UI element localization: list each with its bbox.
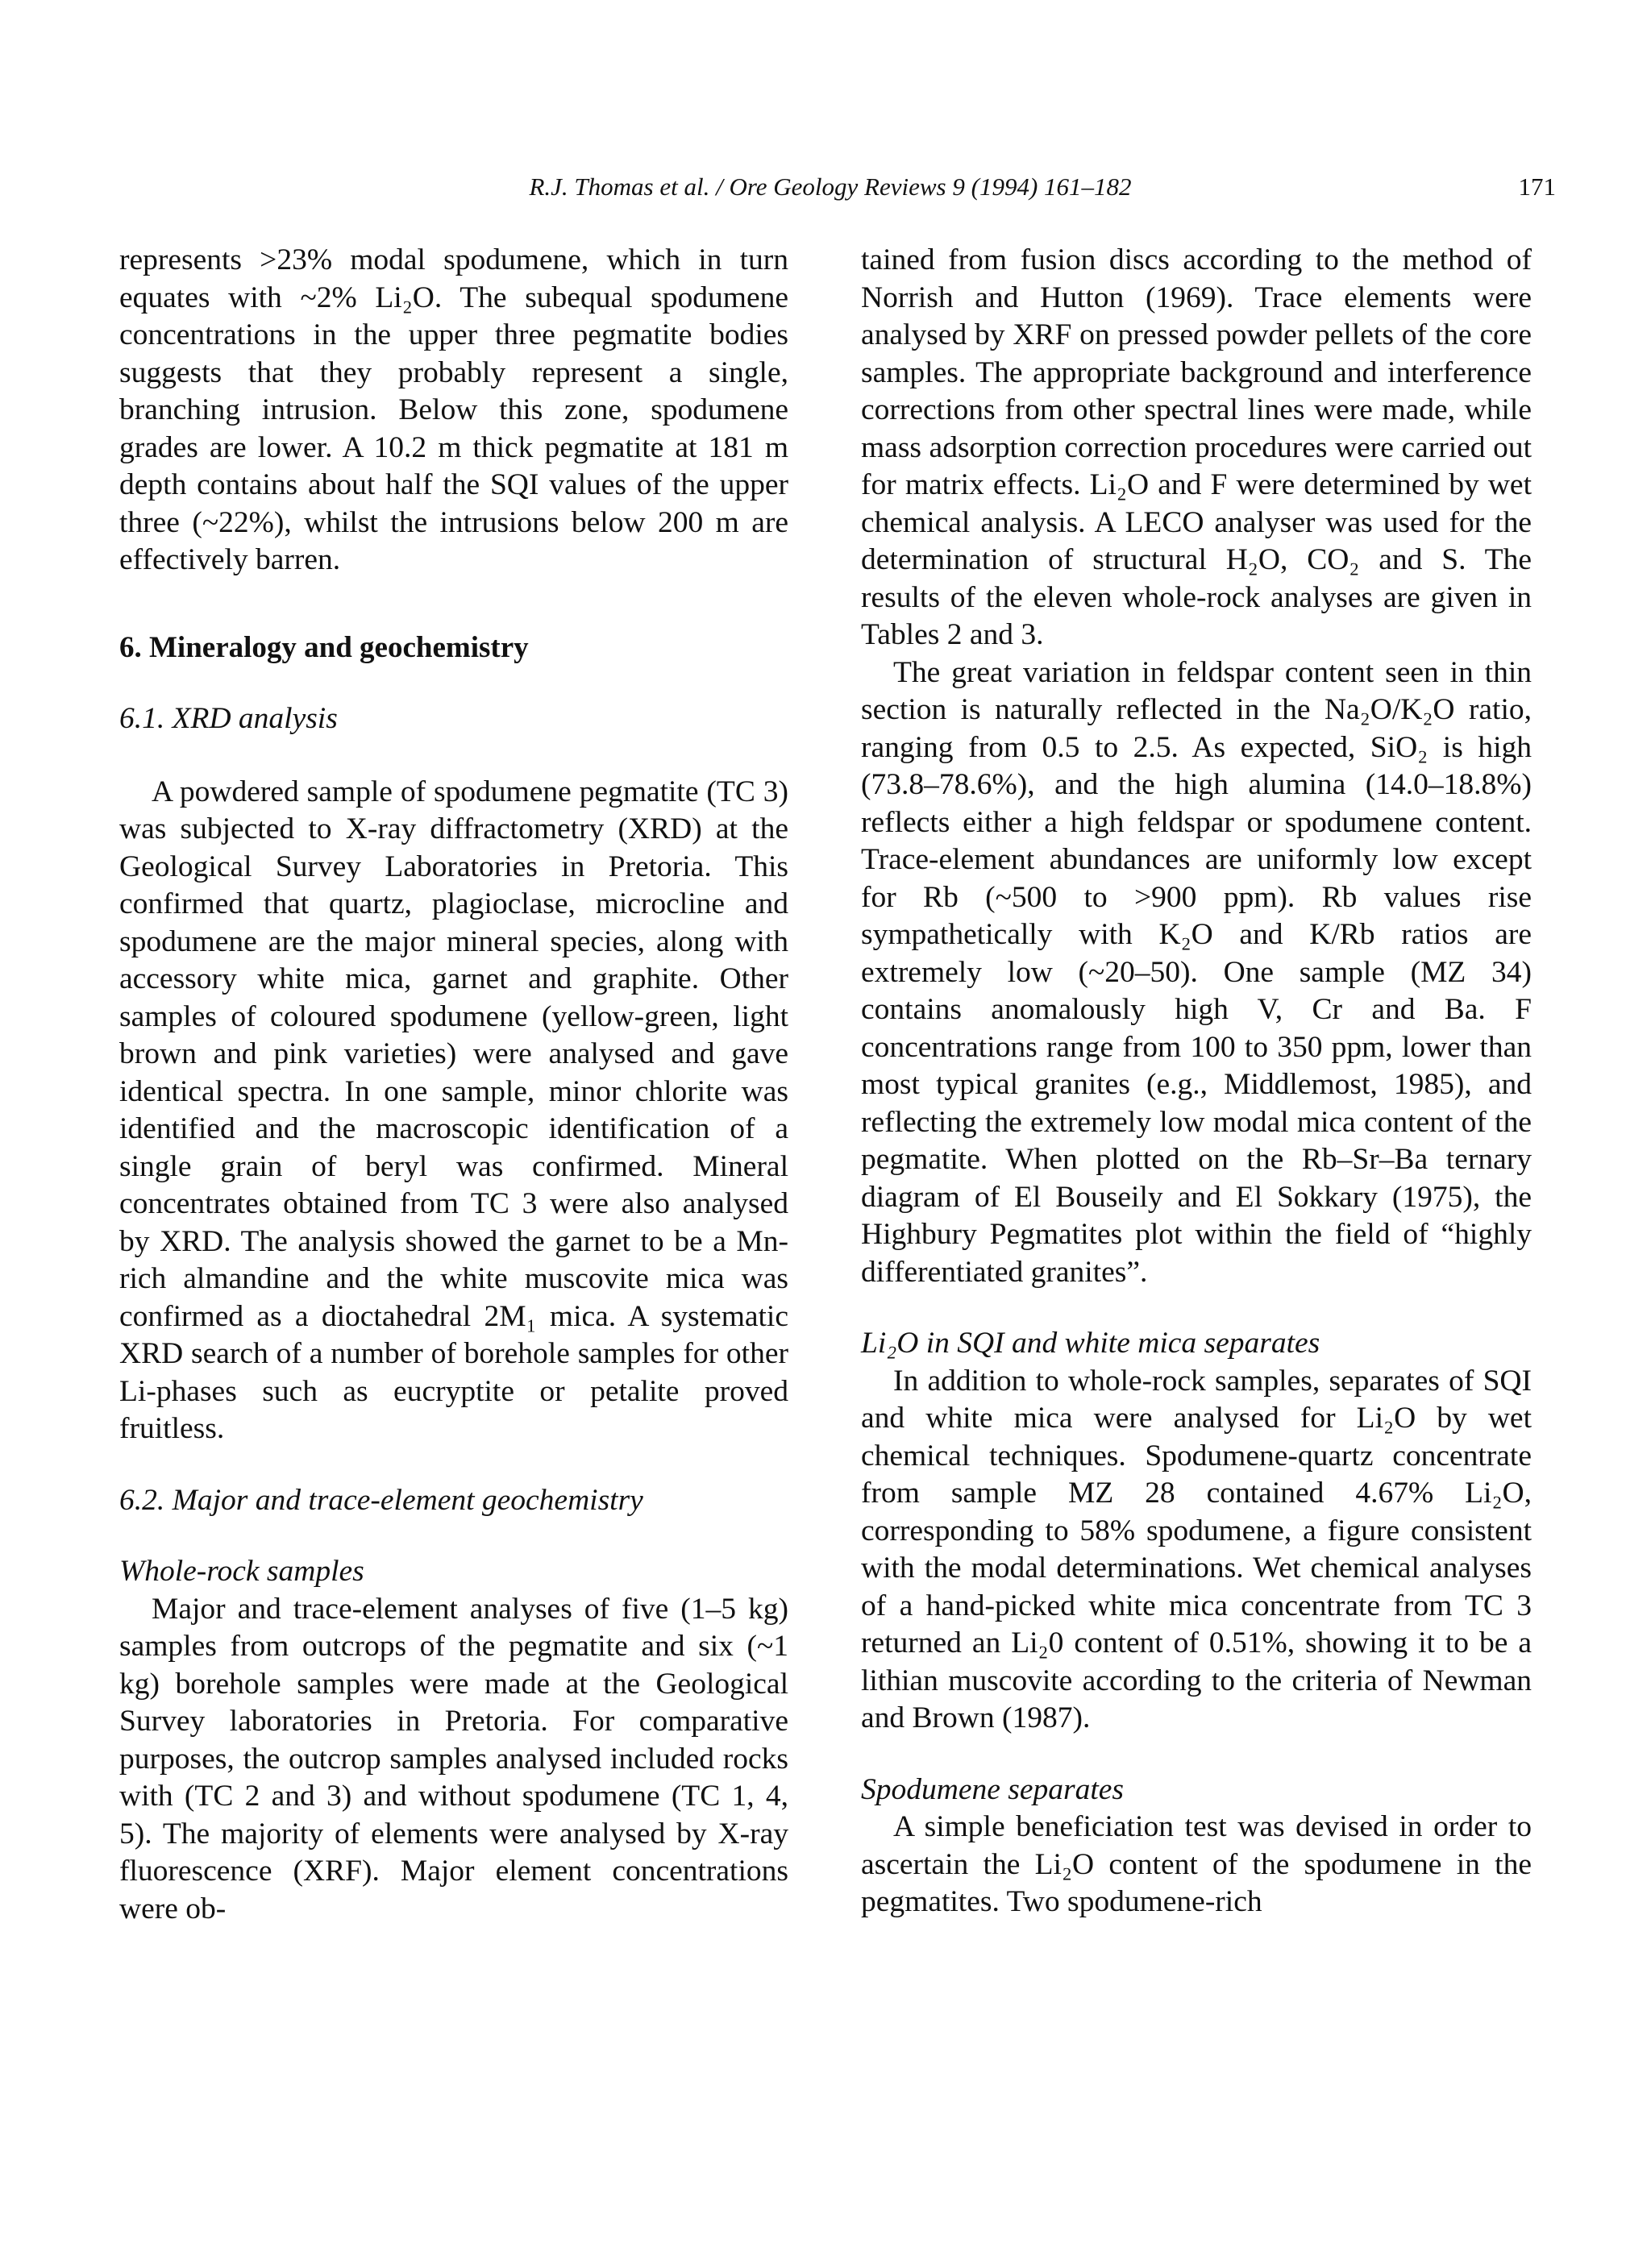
running-head: R.J. Thomas et al. / Ore Geology Reviews 9 (1994) 161–182 xyxy=(529,172,1132,201)
li2o-heading: Li₂O in SQI and white mica separates xyxy=(861,1327,1320,1360)
paragraph-continued-right: tained from fusion discs according to the method of Norrish and Hutton (1969). Trace elements were analysed by XRF on pressed powder pellets of the core samples. The appropriate background and interference corrections from other spectral lines were made, while mass adsorption correction procedures were carried out for matrix effects. Li₂O and F were determined by wet chemical analysis. A LECO analyser was used for the determination of structural H₂O, CO₂ and S. The results of the eleven whole-rock analyses are given in Tables 2 and 3. xyxy=(861,243,1532,651)
page-number: 171 xyxy=(1518,172,1556,201)
paragraph-spodumene-separates: A simple beneficiation test was devised in order to ascertain the Li₂O content of the spodumene in the pegmatites. Two spodumene-rich xyxy=(861,1810,1532,1918)
right-column xyxy=(861,242,1532,1921)
spodumene-separates-heading: Spodumene separates xyxy=(861,1772,1124,1806)
paragraph-li2o-separates: In addition to whole-rock samples, separates of SQI and white mica were analysed for Li₂O by wet chemical techniques. Spodumene-quartz concentrate from sample MZ 28 contained 4.67% Li₂O, corresponding to 58% spodumene, a figure consistent with the modal determinations. Wet chemical analyses of a hand-picked white mica concentrate from TC 3 returned an Li₂0 content of 0.51%, showing it to be a lithian muscovite according to the criteria of Newman and Brown (1987). xyxy=(861,1364,1532,1734)
subsection-heading-6-1: 6.1. XRD analysis xyxy=(119,702,338,735)
paragraph-continued-left: represents >23% modal spodumene, which in turn equates with ~2% Li₂O. The subequal spodumene concentrations in the upper three pegmatite bodies suggests that they probably represent a single, branching intrusion. Below this zone, spodumene grades are lower. A 10.2 m thick pegmatite at 181 m depth contains about half the SQI values of the upper three (~22%), whilst the intrusions below 200 m are effectively barren. xyxy=(119,243,788,576)
left-column xyxy=(119,242,788,1928)
paragraph-xrd-analysis: A powdered sample of spodumene pegmatite (TC 3) was subjected to X-ray diffractometry (XRD) at the Geological Survey Laboratories in Pretoria. This confirmed that quartz, plagioclase, microcline and spodumene are the major mineral species, along with accessory white mica, garnet and graphite. Other samples of coloured spodumene (yellow-green, light brown and pink varieties) were analysed and gave identical spectra. In one sample, minor chlorite was identified and the macroscopic identification of a single grain of beryl was confirmed. Mineral concentrates obtained from TC 3 were also analysed by XRD. The analysis showed the garnet to be a Mn-rich almandine and the white muscovite mica was confirmed as a dioctahedral 2M₁ mica. A systematic XRD search of a number of borehole samples for other Li-phases such as eucryptite or petalite proved fruitless. xyxy=(119,775,788,1445)
paragraph-whole-rock: Major and trace-element analyses of five (1–5 kg) samples from outcrops of the pegmatite and six (~1 kg) borehole samples were made at the Geological Survey laboratories in Pretoria. For comparative purposes, the outcrop samples analysed included rocks with (TC 2 and 3) and without spodumene (TC 1, 4, 5). The majority of elements were analysed by X-ray fluorescence (XRF). Major element concentrations were ob- xyxy=(119,1592,788,1925)
subsection-heading-6-2: 6.2. Major and trace-element geochemistry xyxy=(119,1483,643,1517)
section-heading-6: 6. Mineralogy and geochemistry xyxy=(119,630,529,664)
whole-rock-heading: Whole-rock samples xyxy=(119,1555,364,1588)
paragraph-feldspar: The great variation in feldspar content seen in thin section is naturally reflected in the Na₂O/K₂O ratio, ranging from 0.5 to 2.5. As expected, SiO₂ is high (73.8–78.6%), and the high alumina (14.0–18.8%) reflects either a high feldspar or spodumene content. Trace-element abundances are uniformly low except for Rb (~500 to >900 ppm). Rb values rise sympathetically with K₂O and K/Rb ratios are extremely low (~20–50). One sample (MZ 34) contains anomalously high V, Cr and Ba. F concentrations range from 100 to 350 ppm, lower than most typical granites (e.g., Middlemost, 1985), and reflecting the extremely low modal mica content of the pegmatite. When plotted on the Rb–Sr–Ba ternary diagram of El Bouseily and El Sokkary (1975), the Highbury Pegmatites plot within the field of “highly differentiated granites”. xyxy=(861,655,1532,1289)
